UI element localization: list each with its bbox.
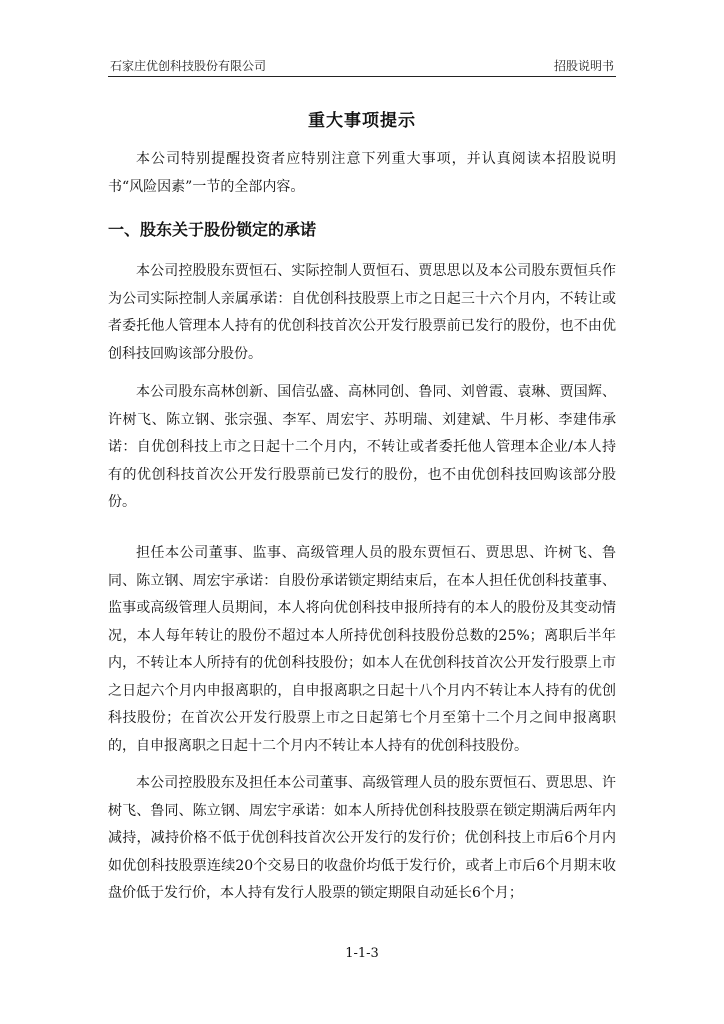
page-number: 1-1-3 <box>345 946 379 961</box>
paragraph-reduction-commitment: 本公司控股股东及担任本公司董事、高级管理人员的股东贾恒石、贾思思、许树飞、鲁同、陈立钢、周宏宇承诺：如本人所持优创科技股票在锁定期满后两年内减持，减持价格不低于优创科技首次公开发行的发行价；优创科技上市后6个月内如优创科技股票连续20个交易日的收盘价均低于发行价，或者上市后6个月期末收盘价低于发行价，本人持有发行人股票的锁定期限自动延长6个月； <box>108 775 616 901</box>
paragraph-controlling-shareholder: 本公司控股股东贾恒石、实际控制人贾恒石、贾思思以及本公司股东贾恒兵作为公司实际控制人亲属承诺：自优创科技股票上市之日起三十六个月内，不转让或者委托他人管理本人持有的优创科技首次公开发行股票前已发行的股份，也不由优创科技回购该部分股份。 <box>108 263 616 362</box>
section-heading: 一、股东关于股份锁定的承诺 <box>108 220 317 239</box>
paragraph-other-shareholders: 本公司股东高林创新、国信弘盛、高林同创、鲁同、刘曾霞、袁琳、贾国辉、许树飞、陈立钢、张宗强、李军、周宏宇、苏明瑞、刘建斌、牛月彬、李建伟承诺：自优创科技上市之日起十二个月内，不转让或者委托他人管理本企业/本人持有的优创科技首次公开发行股票前已发行的股份，也不由优创科技回购该部分股份。 <box>108 384 616 510</box>
paragraph-directors-commitment: 担任本公司董事、监事、高级管理人员的股东贾恒石、贾思思、许树飞、鲁同、陈立钢、周宏宇承诺：自股份承诺锁定期结束后，在本人担任优创科技董事、监事或高级管理人员期间，本人将向优创科技申报所持有的本人的股份及其变动情况，本人每年转让的股份不超过本人所持优创科技股份总数的25%；离职后半年内，不转让本人所持有的优创科技股份；如本人在优创科技首次公开发行股票上市之日起六个月内申报离职的，自申报离职之日起十八个月内不转让本人持有的优创科技股份；在首次公开发行股票上市之日起第七个月至第十二个月之间申报离职的，自申报离职之日起十二个月内不转让本人持有的优创科技股份。 <box>108 545 616 754</box>
header-document-type: 招股说明书 <box>553 59 614 73</box>
intro-paragraph: 本公司特别提醒投资者应特别注意下列重大事项，并认真阅读本招股说明书“风险因素”一节的全部内容。 <box>108 151 616 195</box>
page-header <box>108 56 616 77</box>
page-title: 重大事项提示 <box>308 111 416 131</box>
header-company-name: 石家庄优创科技股份有限公司 <box>110 59 267 73</box>
